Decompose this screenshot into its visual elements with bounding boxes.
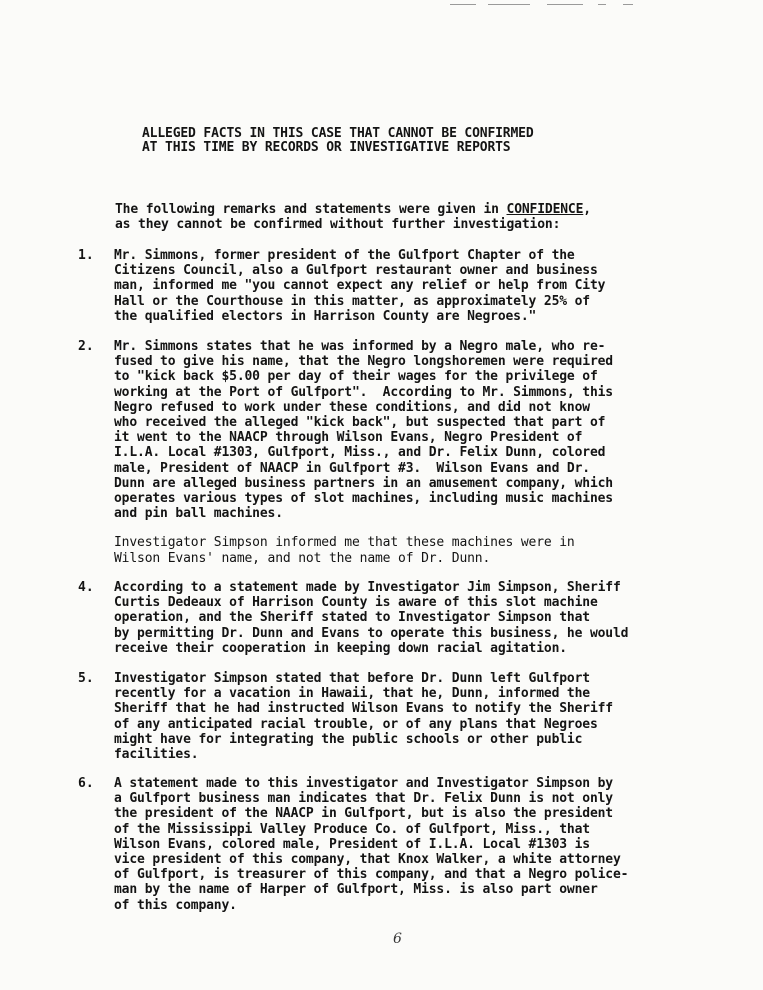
item-line: facilities. <box>114 747 199 763</box>
item-line: A statement made to this investigator and Investigator Simpson by <box>114 776 613 791</box>
item-line: Wilson Evans, colored male, President of I.L.A. Local #1303 is <box>114 836 590 852</box>
scan-artifact <box>488 4 530 5</box>
item-body <box>114 671 724 762</box>
item-body <box>114 776 724 913</box>
document-heading <box>142 127 622 155</box>
intro-text: The following remarks and statements were given in <box>115 202 507 217</box>
intro-line <box>115 202 715 217</box>
investigator-note <box>114 535 714 566</box>
item-number: 4. <box>78 580 94 595</box>
item-number: 5. <box>78 671 94 686</box>
item-line: recently for a vacation in Hawaii, that he, Dunn, informed the <box>114 686 590 702</box>
heading-line: AT THIS TIME BY RECORDS OR INVESTIGATIVE REPORTS <box>142 140 511 155</box>
scan-artifact <box>598 4 606 5</box>
item-line: working at the Port of Gulfport". According to Mr. Simmons, this <box>114 384 613 400</box>
item-line: Curtis Dedeaux of Harrison County is aware of this slot machine <box>114 595 598 611</box>
item-line: I.L.A. Local #1303, Gulfport, Miss., and Dr. Felix Dunn, colored <box>114 445 606 461</box>
item-line: Investigator Simpson stated that before Dr. Dunn left Gulfport <box>114 671 590 686</box>
item-line: a Gulfport business man indicates that Dr. Felix Dunn is not only <box>114 791 613 807</box>
item-line: man, informed me "you cannot expect any relief or help from City <box>114 278 606 294</box>
item-line: to "kick back $5.00 per day of their wages for the privilege of <box>114 369 598 385</box>
item-line: Citizens Council, also a Gulfport restaurant owner and business <box>114 263 598 279</box>
item-number: 1. <box>78 248 94 263</box>
item-line: the president of the NAACP in Gulfport, but is also the president <box>114 806 613 822</box>
item-line: According to a statement made by Investigator Jim Simpson, Sheriff <box>114 580 621 595</box>
item-line: who received the alleged "kick back", but suspected that part of <box>114 415 606 431</box>
intro-line: as they cannot be confirmed without further investigation: <box>115 217 561 232</box>
item-line: man by the name of Harper of Gulfport, Miss. is also part owner <box>114 882 598 898</box>
item-body <box>114 580 724 656</box>
item-line: fused to give his name, that the Negro longshoremen were required <box>114 354 613 370</box>
note-line: Wilson Evans' name, and not the name of Dr. Dunn. <box>114 550 491 566</box>
item-line: Mr. Simmons, former president of the Gulfport Chapter of the <box>114 248 575 263</box>
scan-artifact <box>547 4 583 5</box>
item-line: of this company. <box>114 897 237 913</box>
item-line: operates various types of slot machines, including music machines <box>114 491 613 507</box>
item-number: 2. <box>78 339 94 354</box>
item-line: of the Mississippi Valley Produce Co. of Gulfport, Miss., that <box>114 821 590 837</box>
scan-artifact <box>450 4 476 5</box>
item-line: Negro refused to work under these conditions, and did not know <box>114 399 590 415</box>
item-line: Mr. Simmons states that he was informed by a Negro male, who re- <box>114 339 606 354</box>
item-line: vice president of this company, that Knox Walker, a white attorney <box>114 852 621 868</box>
intro-paragraph <box>115 202 715 232</box>
item-line: by permitting Dr. Dunn and Evans to operate this business, he would <box>114 625 629 641</box>
item-line: Sheriff that he had instructed Wilson Evans to notify the Sheriff <box>114 701 613 717</box>
item-line: and pin ball machines. <box>114 506 283 522</box>
confidence-emphasis: CONFIDENCE <box>506 202 584 217</box>
intro-punctuation: , <box>583 202 591 217</box>
item-line: of any anticipated racial trouble, or of any plans that Negroes <box>114 716 598 732</box>
note-line: Investigator Simpson informed me that these machines were in <box>114 535 575 550</box>
item-line: Dunn are alleged business partners in an amusement company, which <box>114 475 613 491</box>
heading-line: ALLEGED FACTS IN THIS CASE THAT CANNOT BE CONFIRMED <box>142 126 534 141</box>
item-body <box>114 248 724 324</box>
item-line: the qualified electors in Harrison County are Negroes." <box>114 308 537 324</box>
item-number: 6. <box>78 776 94 791</box>
item-line: Hall or the Courthouse in this matter, as approximately 25% of <box>114 293 590 309</box>
item-line: receive their cooperation in keeping down racial agitation. <box>114 640 567 656</box>
page-number: 6 <box>393 931 402 947</box>
item-line: might have for integrating the public schools or other public <box>114 731 583 747</box>
scan-artifact <box>623 4 633 5</box>
item-line: operation, and the Sheriff stated to Investigator Simpson that <box>114 610 590 626</box>
item-line: it went to the NAACP through Wilson Evans, Negro President of <box>114 430 583 446</box>
item-line: male, President of NAACP in Gulfport #3. Wilson Evans and Dr. <box>114 460 590 476</box>
item-body <box>114 339 724 521</box>
item-line: of Gulfport, is treasurer of this company, and that a Negro police- <box>114 867 629 883</box>
